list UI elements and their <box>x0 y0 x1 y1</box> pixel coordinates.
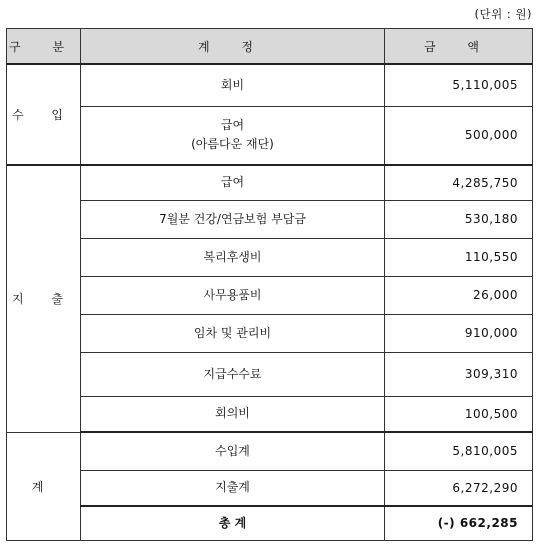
amount-cell: 6,272,290 <box>385 470 533 506</box>
header-amount: 금 액 <box>385 29 533 65</box>
account-sub: (아름다운 재단) <box>191 137 274 152</box>
table-row <box>7 200 533 238</box>
amount-cell: 5,810,005 <box>385 432 533 470</box>
amount-cell: 5,110,005 <box>385 64 533 106</box>
amount-cell: 100,500 <box>385 396 533 432</box>
account-cell: 지출계 <box>81 470 385 506</box>
table-row <box>7 396 533 432</box>
account-cell: 급여 <box>81 165 385 200</box>
table-row <box>7 276 533 314</box>
amount-cell: 530,180 <box>385 200 533 238</box>
amount-cell: 500,000 <box>385 106 533 165</box>
unit-label: (단위 : 원) <box>474 7 532 21</box>
account-cell: 임차 및 관리비 <box>81 314 385 352</box>
table-row <box>7 64 533 106</box>
account-cell: 수입계 <box>81 432 385 470</box>
amount-cell: 26,000 <box>385 276 533 314</box>
category-income: 수 입 <box>7 64 81 165</box>
budget-table <box>6 28 533 541</box>
table-row <box>7 238 533 276</box>
account-cell-grand-total: 총 계 <box>81 506 385 540</box>
account-cell: 회비 <box>81 64 385 106</box>
category-expense: 지 출 <box>7 165 81 432</box>
amount-cell-grand-total: (-) 662,285 <box>385 506 533 540</box>
account-cell: 7월분 건강/연금보험 부담금 <box>81 200 385 238</box>
account-cell: 회의비 <box>81 396 385 432</box>
account-main: 급여 <box>220 118 245 133</box>
amount-cell: 309,310 <box>385 352 533 396</box>
table-row <box>7 432 533 470</box>
table-row <box>7 352 533 396</box>
table-row <box>7 106 533 165</box>
header-division: 구 분 <box>7 29 81 65</box>
account-cell: 지급수수료 <box>81 352 385 396</box>
table-row <box>7 165 533 200</box>
header-account: 계 정 <box>81 29 385 65</box>
header-row <box>7 29 533 65</box>
table-row <box>7 506 533 540</box>
amount-cell: 4,285,750 <box>385 165 533 200</box>
account-cell: 복리후생비 <box>81 238 385 276</box>
category-total: 계 <box>7 432 81 540</box>
amount-cell: 110,550 <box>385 238 533 276</box>
account-cell: 사무용품비 <box>81 276 385 314</box>
account-cell <box>81 106 385 165</box>
table-row <box>7 314 533 352</box>
amount-cell: 910,000 <box>385 314 533 352</box>
table-row <box>7 470 533 506</box>
